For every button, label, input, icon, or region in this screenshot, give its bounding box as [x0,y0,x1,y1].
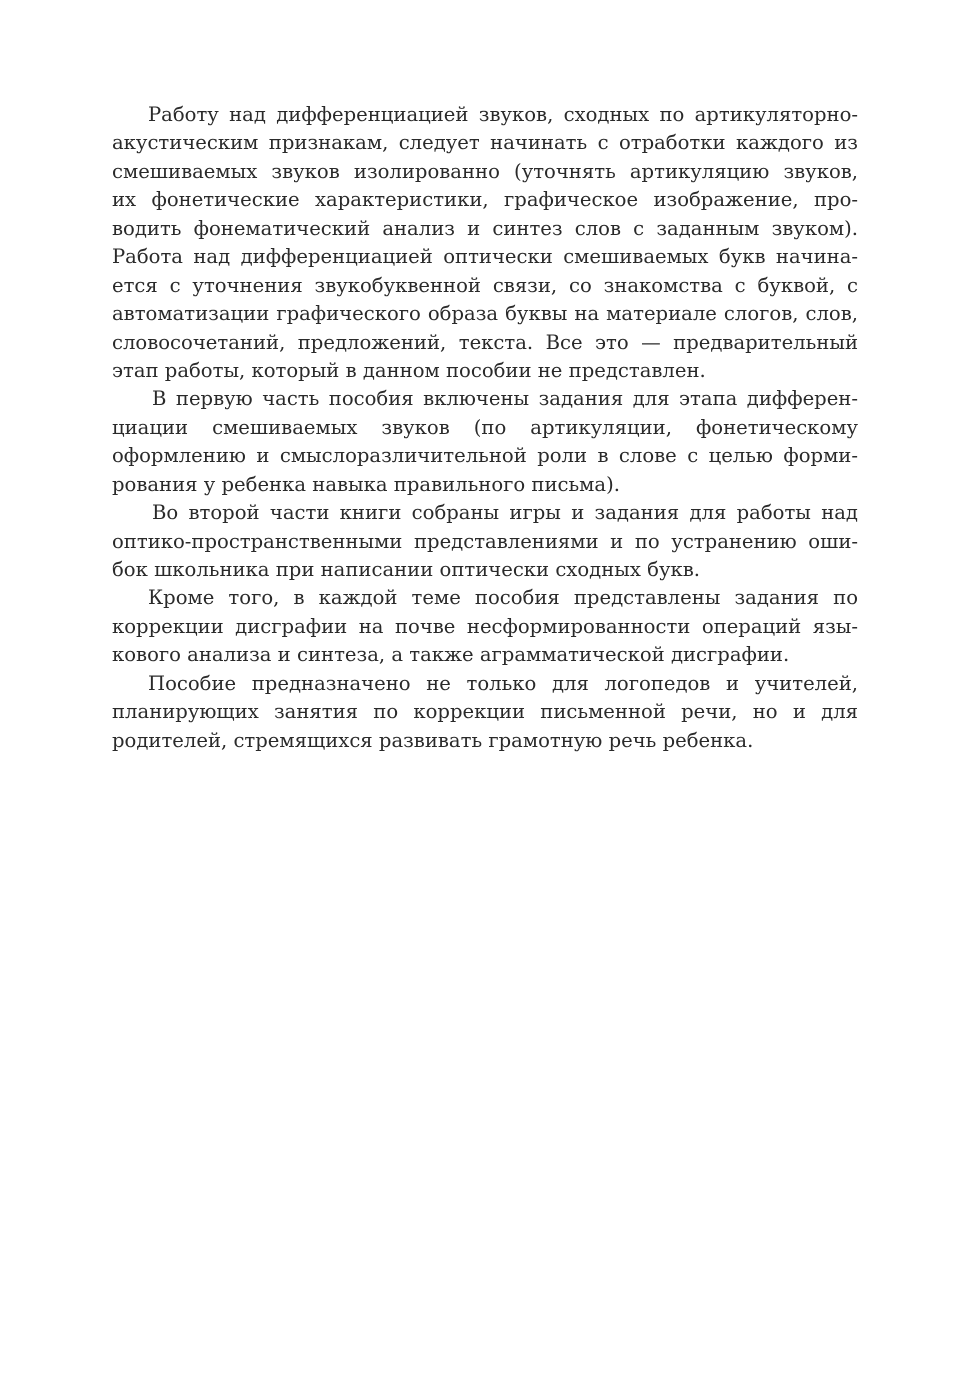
text-line: смешиваемых звуков изолированно (уточнять артикуляцию звуков, [112,159,858,183]
text-line: акустическим признакам, следует начинать с отработки каждого из [112,131,858,155]
text-line: автоматизации графического образа буквы на материале слогов, слов, [112,302,858,326]
body-text [112,101,858,755]
text-line: Пособие предназначено не только для логопедов и учителей, [148,671,858,695]
text-line: родителей, стремящихся развивать грамотную речь ребенка. [112,728,754,752]
text-line: оптико-пространственными представлениями и по устранению оши- [112,529,858,553]
text-line: Во второй части книги собраны игры и задания для работы над [152,501,858,525]
paragraph-2 [112,385,858,499]
paragraph-4 [112,584,858,669]
text-line: циации смешиваемых звуков (по артикуляции, фонетическому [112,415,858,439]
text-line: рования у ребенка навыка правильного письма). [112,472,620,496]
text-line: коррекции дисграфии на почве несформированности операций язы- [112,614,858,638]
text-line: В первую часть пособия включены задания для этапа дифферен- [152,387,858,411]
text-line: словосочетаний, предложений, текста. Все это — предварительный [112,330,858,354]
text-line: ется с уточнения звукобуквенной связи, со знакомства с буквой, с [112,273,858,297]
text-line: оформлению и смыслоразличительной роли в слове с целью форми- [112,444,858,468]
paragraph-1 [112,101,858,385]
paragraph-3 [112,499,858,584]
text-line: планирующих занятия по коррекции письменной речи, но и для [112,700,858,724]
paragraph-5 [112,670,858,755]
text-line: бок школьника при написании оптически сходных букв. [112,558,700,581]
text-line: этап работы, который в данном пособии не представлен. [112,358,706,382]
text-line: Работу над дифференциацией звуков, сходных по артикуляторно- [148,103,858,126]
text-line: Кроме того, в каждой теме пособия представлены задания по [148,586,858,610]
text-line: кового анализа и синтеза, а также аграмматической дисграфии. [112,643,790,667]
text-line: их фонетические характеристики, графическое изображение, про- [112,188,858,212]
text-line: Работа над дифференциацией оптически смешиваемых букв начина- [112,245,858,269]
text-line: водить фонематический анализ и синтез слов с заданным звуком). [112,216,858,240]
